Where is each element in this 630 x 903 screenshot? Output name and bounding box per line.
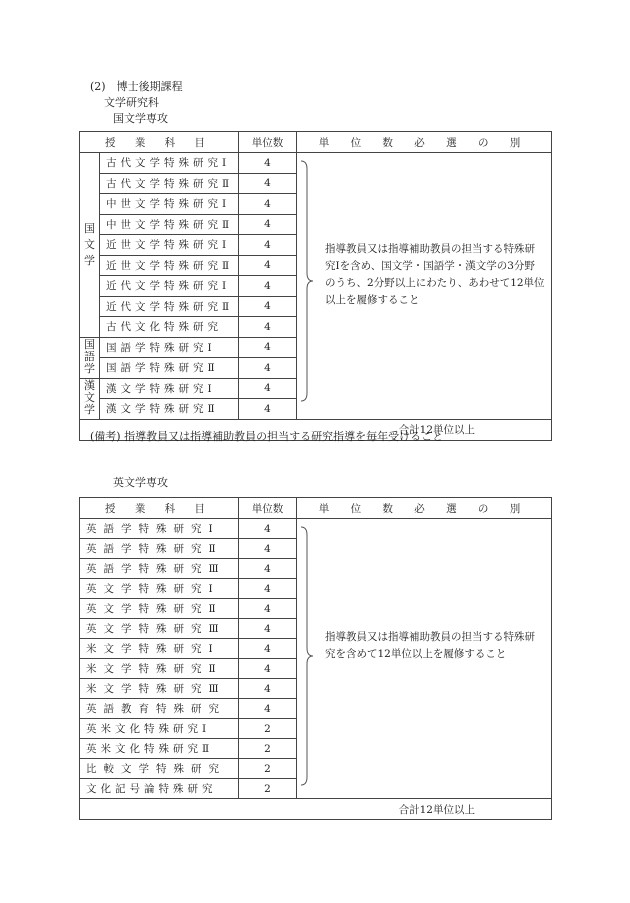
subject-cell: 英米文化特殊研究Ⅱ bbox=[80, 739, 239, 759]
subject-cell: 英語学特殊研究Ⅱ bbox=[80, 539, 239, 559]
subject-cell: 近代文学特殊研究Ⅱ bbox=[100, 296, 239, 317]
table-header-row bbox=[80, 132, 552, 153]
units-cell: 4 bbox=[239, 214, 297, 235]
subject-cell: 英文学特殊研究Ⅰ bbox=[80, 579, 239, 599]
table-row bbox=[80, 153, 552, 174]
units-cell: 4 bbox=[239, 679, 297, 699]
subject-cell: 比較文学特殊研究 bbox=[80, 759, 239, 779]
subject-cell: 古代文学特殊研究Ⅱ bbox=[100, 173, 239, 194]
subject-cell: 漢文学特殊研究Ⅰ bbox=[100, 378, 239, 399]
total-cell: 合計12単位以上 bbox=[80, 419, 552, 440]
units-cell: 4 bbox=[239, 276, 297, 297]
section-heading: (2) 博士後期課程 bbox=[90, 80, 183, 93]
units-cell: 4 bbox=[239, 153, 297, 174]
units-cell: 4 bbox=[239, 399, 297, 420]
remark: (備考) 指導教員又は指導補助教員の担当する研究指導を毎年受けること bbox=[90, 430, 444, 443]
units-cell: 2 bbox=[239, 739, 297, 759]
table2-caption: 英文学専攻 bbox=[113, 476, 168, 489]
total-cell: 合計12単位以上 bbox=[80, 799, 552, 820]
units-cell: 4 bbox=[239, 599, 297, 619]
table1-caption: 国文学専攻 bbox=[113, 112, 168, 125]
units-cell: 4 bbox=[239, 173, 297, 194]
requirement-note: 指導教員又は指導補助教員の担当する特殊研究を含めて12単位以上を履修すること bbox=[325, 631, 535, 660]
total-row bbox=[80, 799, 552, 820]
group-label-text: 国文学 bbox=[84, 221, 95, 267]
subject-cell: 英語学特殊研究Ⅲ bbox=[80, 559, 239, 579]
units-cell: 4 bbox=[239, 337, 297, 358]
subject-cell: 国語学特殊研究Ⅰ bbox=[100, 337, 239, 358]
units-cell: 4 bbox=[239, 539, 297, 559]
course-table-japanese-literature bbox=[79, 131, 552, 441]
units-cell: 4 bbox=[239, 579, 297, 599]
subject-cell: 近代文学特殊研究Ⅰ bbox=[100, 276, 239, 297]
right-brace-icon bbox=[300, 159, 314, 403]
units-cell: 4 bbox=[239, 659, 297, 679]
units-cell: 2 bbox=[239, 779, 297, 799]
units-cell: 4 bbox=[239, 255, 297, 276]
group-label-kokugogaku bbox=[80, 337, 100, 378]
units-cell: 4 bbox=[239, 639, 297, 659]
subject-cell: 古代文化特殊研究 bbox=[100, 317, 239, 338]
requirement-note: 指導教員又は指導補助教員の担当する特殊研究Ⅰを含め、国文学・国語学・漢文学の3分野のうち、2分野以上にわたり、あわせて12単位以上を履修すること bbox=[325, 243, 545, 306]
group-label-kanbungaku bbox=[80, 378, 100, 419]
group-label-text: 漢文学 bbox=[84, 379, 95, 416]
requirement-note-cell bbox=[297, 153, 552, 420]
group-label-kokubungaku bbox=[80, 153, 100, 338]
course-table-english-literature bbox=[79, 497, 552, 820]
subject-cell: 英文学特殊研究Ⅱ bbox=[80, 599, 239, 619]
graduate-school-label: 文学研究科 bbox=[104, 96, 159, 109]
units-cell: 2 bbox=[239, 719, 297, 739]
right-brace-icon bbox=[300, 525, 314, 787]
header-requirement: 単 位 数 必 選 の 別 bbox=[297, 132, 552, 153]
units-cell: 2 bbox=[239, 759, 297, 779]
subject-cell: 中世文学特殊研究Ⅱ bbox=[100, 214, 239, 235]
subject-cell: 英米文化特殊研究Ⅰ bbox=[80, 719, 239, 739]
subject-cell: 中世文学特殊研究Ⅰ bbox=[100, 194, 239, 215]
header-units: 単位数 bbox=[239, 498, 297, 519]
table-header-row bbox=[80, 498, 552, 519]
subject-cell: 古代文学特殊研究Ⅰ bbox=[100, 153, 239, 174]
subject-cell: 近世文学特殊研究Ⅱ bbox=[100, 255, 239, 276]
units-cell: 4 bbox=[239, 194, 297, 215]
header-subject: 授 業 科 目 bbox=[80, 132, 239, 153]
units-cell: 4 bbox=[239, 358, 297, 379]
units-cell: 4 bbox=[239, 559, 297, 579]
subject-cell: 国語学特殊研究Ⅱ bbox=[100, 358, 239, 379]
subject-cell: 米文学特殊研究Ⅰ bbox=[80, 639, 239, 659]
units-cell: 4 bbox=[239, 619, 297, 639]
group-label-text: 国語学 bbox=[84, 338, 95, 375]
units-cell: 4 bbox=[239, 378, 297, 399]
units-cell: 4 bbox=[239, 317, 297, 338]
header-units: 単位数 bbox=[239, 132, 297, 153]
units-cell: 4 bbox=[239, 519, 297, 539]
requirement-note-cell bbox=[297, 519, 552, 799]
subject-cell: 英文学特殊研究Ⅲ bbox=[80, 619, 239, 639]
subject-cell: 英語学特殊研究Ⅰ bbox=[80, 519, 239, 539]
subject-cell: 文化記号論特殊研究 bbox=[80, 779, 239, 799]
subject-cell: 近世文学特殊研究Ⅰ bbox=[100, 235, 239, 256]
header-requirement: 単 位 数 必 選 の 別 bbox=[297, 498, 552, 519]
units-cell: 4 bbox=[239, 699, 297, 719]
subject-cell: 米文学特殊研究Ⅲ bbox=[80, 679, 239, 699]
subject-cell: 米文学特殊研究Ⅱ bbox=[80, 659, 239, 679]
subject-cell: 漢文学特殊研究Ⅱ bbox=[100, 399, 239, 420]
subject-cell: 英語教育特殊研究 bbox=[80, 699, 239, 719]
header-subject: 授 業 科 目 bbox=[80, 498, 239, 519]
units-cell: 4 bbox=[239, 235, 297, 256]
table-row bbox=[80, 519, 552, 539]
units-cell: 4 bbox=[239, 296, 297, 317]
